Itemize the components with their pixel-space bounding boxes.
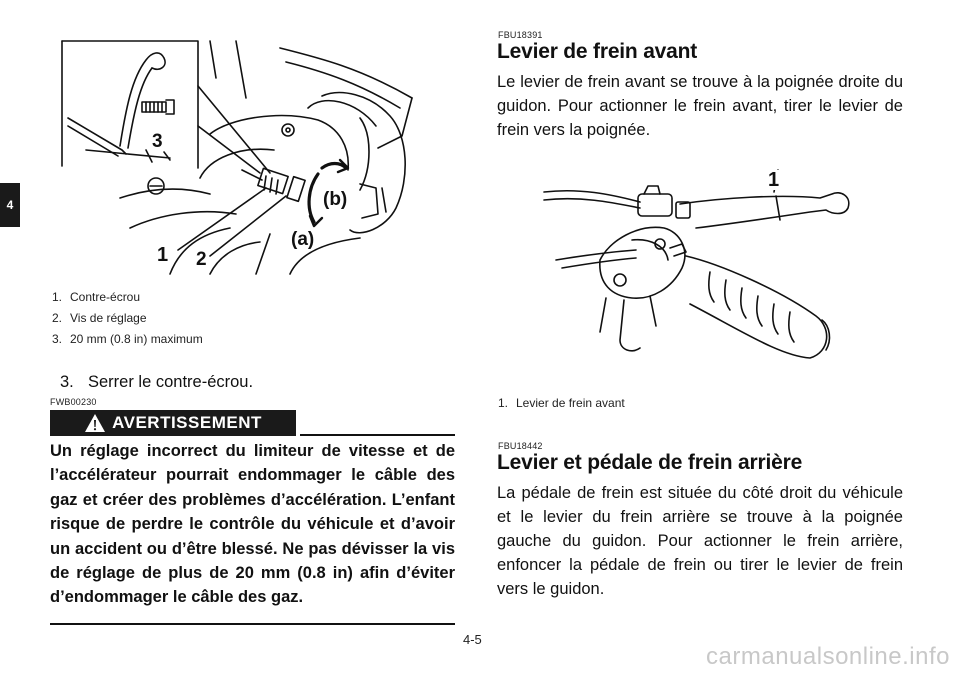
callout-3: 3 xyxy=(152,131,163,152)
warning-text: Un réglage incorrect du limiteur de vitesse et de l’accélérateur pourrait endommager le câble des gaz et créer des problèmes d’accélération. L’enfant risque de perdre le contrôle du véhicule et d’avoir un accident ou d’être blessé. Ne pas dévisser la vis de réglage de plus de 20 mm (0.8 in) afin d’éviter d’endommager le câble des gaz. xyxy=(50,442,455,607)
caption-item: 1. Contre-écrou xyxy=(52,290,141,304)
front-brake-text: Le levier de frein avant se trouve à la poignée droite du guidon. Pour actionner le frein avant, tirer le levier de frein vers la poignée. xyxy=(497,73,903,139)
front-brake-caption xyxy=(498,393,625,414)
watermark-text: carmanualsonline.info xyxy=(706,643,950,670)
step-3: 3. Serrer le contre-écrou. xyxy=(60,373,254,391)
callout-2: 2 xyxy=(196,249,207,270)
chapter-tab xyxy=(0,183,20,227)
front-brake-code: FBU18391 xyxy=(498,30,543,40)
warning-code: FWB00230 xyxy=(50,397,97,407)
warning-label: AVERTISSEMENT xyxy=(112,413,262,432)
caption-item: 1. Levier de frein avant xyxy=(498,396,625,410)
callout-a: (a) xyxy=(291,229,315,250)
front-brake-callout-1: 1 xyxy=(768,169,780,191)
rear-brake-text: La pédale de frein est située du côté droit du véhicule et le levier du frein arrière se trouve à la poignée gauche du guidon. Pour actionner le frein arrière, enfoncer la pédale de frein ou tirer le levier de frein vers le guidon. xyxy=(497,484,903,598)
caption-item: 2. Vis de réglage xyxy=(52,311,147,325)
warning-rule-top xyxy=(300,434,455,436)
page-number: 4-5 xyxy=(463,632,482,647)
warning-banner xyxy=(50,410,296,436)
warning-rule-bottom xyxy=(50,623,455,625)
left-figure-caption xyxy=(52,287,203,350)
throttle-adjustment-illustration xyxy=(60,38,460,278)
front-brake-title: Levier de frein avant xyxy=(497,40,698,63)
caption-item: 3. 20 mm (0.8 in) maximum xyxy=(52,332,203,346)
warning-icon xyxy=(84,413,106,433)
chapter-tab-label: 4 xyxy=(6,198,14,212)
rear-brake-title: Levier et pédale de frein arrière xyxy=(497,451,803,474)
callout-b: (b) xyxy=(323,189,348,210)
rear-brake-code: FBU18442 xyxy=(498,441,543,451)
front-brake-lever-illustration xyxy=(540,180,870,370)
callout-1: 1 xyxy=(157,244,169,266)
